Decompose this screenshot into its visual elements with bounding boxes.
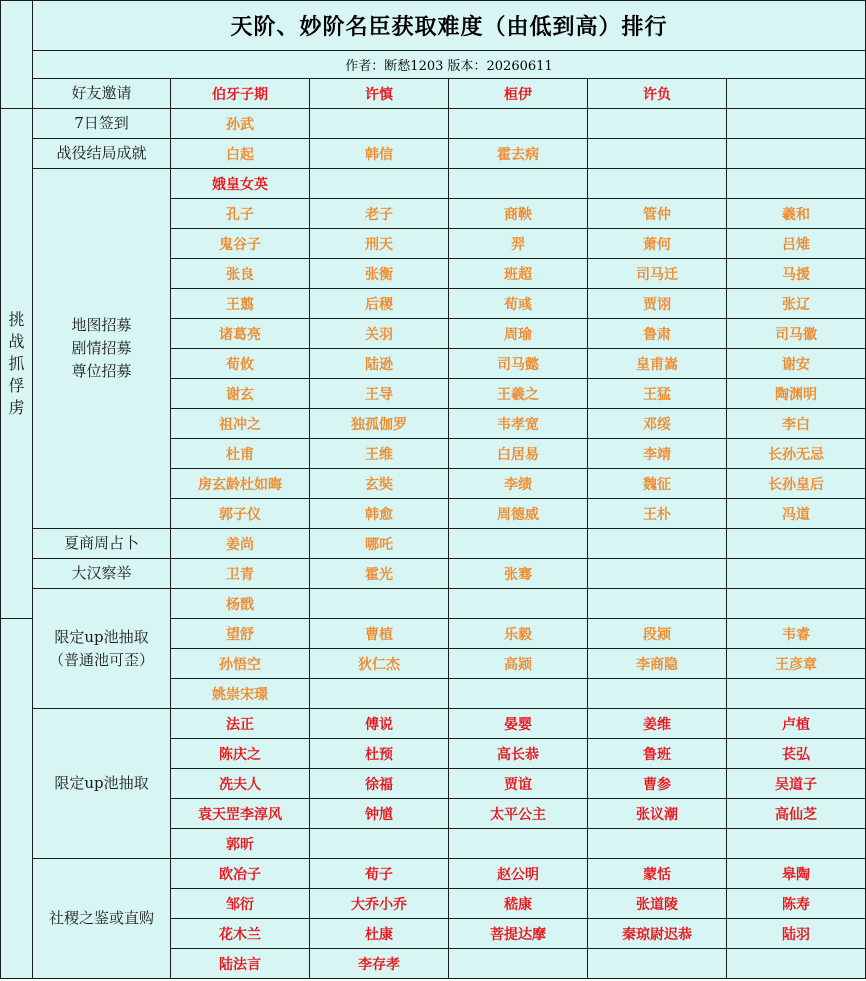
side-blank xyxy=(1,619,33,979)
name-cell: 羿 xyxy=(449,229,588,259)
name-cell: 孙悟空 xyxy=(171,649,310,679)
name-cell: 李绩 xyxy=(449,469,588,499)
name-cell: 霍光 xyxy=(310,559,449,589)
name-cell: 嵇康 xyxy=(449,889,588,919)
name-cell: 袁天罡李淳风 xyxy=(171,799,310,829)
empty-cell xyxy=(588,139,727,169)
name-cell: 孔子 xyxy=(171,199,310,229)
name-cell: 高长恭 xyxy=(449,739,588,769)
side-label-text xyxy=(8,309,24,419)
category-cell: 夏商周占卜 xyxy=(33,529,171,559)
name-cell: 孙武 xyxy=(171,109,310,139)
name-cell: 段颎 xyxy=(588,619,727,649)
empty-cell xyxy=(727,109,866,139)
name-cell: 鬼谷子 xyxy=(171,229,310,259)
category-cell: 社稷之鉴或直购 xyxy=(33,859,171,979)
empty-cell xyxy=(449,949,588,979)
empty-cell xyxy=(588,679,727,709)
name-cell: 王朴 xyxy=(588,499,727,529)
category-cell xyxy=(33,169,171,529)
table-row xyxy=(1,79,866,109)
name-cell: 贾诩 xyxy=(588,289,727,319)
name-cell: 狄仁杰 xyxy=(310,649,449,679)
name-cell: 后稷 xyxy=(310,289,449,319)
empty-cell xyxy=(588,589,727,619)
name-cell: 傅说 xyxy=(310,709,449,739)
empty-cell xyxy=(588,109,727,139)
table-row xyxy=(1,109,866,139)
name-cell: 张道陵 xyxy=(588,889,727,919)
name-cell: 萧何 xyxy=(588,229,727,259)
name-cell: 关羽 xyxy=(310,319,449,349)
category-cell: 7日签到 xyxy=(33,109,171,139)
name-cell: 秦琼尉迟恭 xyxy=(588,919,727,949)
name-cell: 张衡 xyxy=(310,259,449,289)
name-cell: 卢植 xyxy=(727,709,866,739)
name-cell: 荀攸 xyxy=(171,349,310,379)
name-cell: 钟馗 xyxy=(310,799,449,829)
name-cell: 独孤伽罗 xyxy=(310,409,449,439)
name-cell: 吕雉 xyxy=(727,229,866,259)
name-cell: 张议潮 xyxy=(588,799,727,829)
page-title: 天阶、妙阶名臣获取难度（由低到高）排行 xyxy=(33,1,866,51)
name-cell: 长孙无忌 xyxy=(727,439,866,469)
name-cell: 陈庆之 xyxy=(171,739,310,769)
name-cell: 周瑜 xyxy=(449,319,588,349)
name-cell: 韩信 xyxy=(310,139,449,169)
name-cell: 法正 xyxy=(171,709,310,739)
side-label-char: 抓 xyxy=(8,353,25,373)
empty-cell xyxy=(449,589,588,619)
name-cell: 姜尚 xyxy=(171,529,310,559)
empty-cell xyxy=(449,529,588,559)
name-cell: 邹衍 xyxy=(171,889,310,919)
name-cell: 魏征 xyxy=(588,469,727,499)
side-label-char: 战 xyxy=(8,331,25,351)
name-cell: 苌弘 xyxy=(727,739,866,769)
name-cell: 羲和 xyxy=(727,199,866,229)
name-cell: 伯牙子期 xyxy=(171,79,310,109)
name-cell: 王猛 xyxy=(588,379,727,409)
name-cell: 陆法言 xyxy=(171,949,310,979)
empty-cell xyxy=(310,829,449,859)
empty-cell xyxy=(727,529,866,559)
name-cell: 鲁肃 xyxy=(588,319,727,349)
name-cell: 荀彧 xyxy=(449,289,588,319)
empty-cell xyxy=(727,589,866,619)
name-cell: 白居易 xyxy=(449,439,588,469)
empty-cell xyxy=(449,679,588,709)
name-cell: 管仲 xyxy=(588,199,727,229)
name-cell: 娥皇女英 xyxy=(171,169,310,199)
author-version: 作者：断愁1203 版本：20260611 xyxy=(33,51,866,79)
name-cell: 马援 xyxy=(727,259,866,289)
name-cell: 长孙皇后 xyxy=(727,469,866,499)
category-cell: 限定up池抽取 xyxy=(33,709,171,859)
name-cell: 韩愈 xyxy=(310,499,449,529)
name-cell: 曹参 xyxy=(588,769,727,799)
name-cell: 王维 xyxy=(310,439,449,469)
table-row xyxy=(1,529,866,559)
empty-cell xyxy=(588,559,727,589)
name-cell: 谢玄 xyxy=(171,379,310,409)
table-row xyxy=(1,559,866,589)
name-cell: 杜康 xyxy=(310,919,449,949)
name-cell: 李存孝 xyxy=(310,949,449,979)
table-row xyxy=(1,709,866,739)
side-label-char: 俘 xyxy=(8,375,25,395)
empty-cell xyxy=(727,559,866,589)
name-cell: 曹植 xyxy=(310,619,449,649)
name-cell: 鲁班 xyxy=(588,739,727,769)
name-cell: 王翦 xyxy=(171,289,310,319)
name-cell: 欧冶子 xyxy=(171,859,310,889)
name-cell: 郭昕 xyxy=(171,829,310,859)
name-cell: 太平公主 xyxy=(449,799,588,829)
empty-cell xyxy=(310,589,449,619)
corner-cell xyxy=(1,1,33,109)
empty-cell xyxy=(588,829,727,859)
empty-cell xyxy=(310,679,449,709)
name-cell: 霍去病 xyxy=(449,139,588,169)
name-cell: 刑天 xyxy=(310,229,449,259)
name-cell: 菩提达摩 xyxy=(449,919,588,949)
empty-cell xyxy=(588,169,727,199)
empty-cell xyxy=(727,169,866,199)
table-row xyxy=(1,589,866,619)
name-cell: 玄奘 xyxy=(310,469,449,499)
table-row xyxy=(1,139,866,169)
name-cell: 老子 xyxy=(310,199,449,229)
side-label-char: 虏 xyxy=(8,397,25,417)
name-cell: 卫青 xyxy=(171,559,310,589)
name-cell: 李白 xyxy=(727,409,866,439)
category-label: 限定up池抽取 （普通池可歪） xyxy=(48,627,154,669)
name-cell: 冼夫人 xyxy=(171,769,310,799)
name-cell: 姜维 xyxy=(588,709,727,739)
name-cell: 大乔小乔 xyxy=(310,889,449,919)
name-cell: 白起 xyxy=(171,139,310,169)
name-cell: 司马徽 xyxy=(727,319,866,349)
name-cell: 皇甫嵩 xyxy=(588,349,727,379)
name-cell: 桓伊 xyxy=(449,79,588,109)
empty-cell xyxy=(727,79,866,109)
name-cell: 荀子 xyxy=(310,859,449,889)
empty-cell xyxy=(310,109,449,139)
name-cell: 司马迁 xyxy=(588,259,727,289)
name-cell: 晏婴 xyxy=(449,709,588,739)
empty-cell xyxy=(449,109,588,139)
name-cell: 高仙芝 xyxy=(727,799,866,829)
name-cell: 乐毅 xyxy=(449,619,588,649)
name-cell: 陆逊 xyxy=(310,349,449,379)
name-cell: 邓绥 xyxy=(588,409,727,439)
empty-cell xyxy=(727,829,866,859)
empty-cell xyxy=(588,949,727,979)
name-cell: 许负 xyxy=(588,79,727,109)
category-cell: 好友邀请 xyxy=(33,79,171,109)
name-cell: 商鞅 xyxy=(449,199,588,229)
name-cell: 杜甫 xyxy=(171,439,310,469)
name-cell: 张辽 xyxy=(727,289,866,319)
empty-cell xyxy=(310,169,449,199)
name-cell: 王彦章 xyxy=(727,649,866,679)
name-cell: 谢安 xyxy=(727,349,866,379)
table-row xyxy=(1,859,866,889)
empty-cell xyxy=(588,529,727,559)
name-cell: 司马懿 xyxy=(449,349,588,379)
name-cell: 徐福 xyxy=(310,769,449,799)
name-cell: 陶渊明 xyxy=(727,379,866,409)
name-cell: 蒙恬 xyxy=(588,859,727,889)
name-cell: 高颎 xyxy=(449,649,588,679)
empty-cell xyxy=(449,169,588,199)
name-cell: 望舒 xyxy=(171,619,310,649)
category-label: 地图招募 剧情招募 尊位招募 xyxy=(71,316,132,380)
side-label xyxy=(1,109,33,619)
name-cell: 贾谊 xyxy=(449,769,588,799)
empty-cell xyxy=(727,679,866,709)
name-cell: 李靖 xyxy=(588,439,727,469)
name-cell: 皋陶 xyxy=(727,859,866,889)
name-cell: 杜预 xyxy=(310,739,449,769)
name-cell: 许慎 xyxy=(310,79,449,109)
table-row xyxy=(1,169,866,199)
name-cell: 姚崇宋璟 xyxy=(171,679,310,709)
name-cell: 吴道子 xyxy=(727,769,866,799)
name-cell: 周德威 xyxy=(449,499,588,529)
category-cell: 大汉察举 xyxy=(33,559,171,589)
name-cell: 杨戬 xyxy=(171,589,310,619)
name-cell: 哪吒 xyxy=(310,529,449,559)
name-cell: 李商隐 xyxy=(588,649,727,679)
name-cell: 房玄龄杜如晦 xyxy=(171,469,310,499)
name-cell: 郭子仪 xyxy=(171,499,310,529)
title-row xyxy=(1,1,866,51)
name-cell: 王导 xyxy=(310,379,449,409)
name-cell: 陈寿 xyxy=(727,889,866,919)
name-cell: 张骞 xyxy=(449,559,588,589)
category-cell xyxy=(33,589,171,709)
empty-cell xyxy=(727,139,866,169)
name-cell: 赵公明 xyxy=(449,859,588,889)
empty-cell xyxy=(727,949,866,979)
name-cell: 诸葛亮 xyxy=(171,319,310,349)
empty-cell xyxy=(449,829,588,859)
name-cell: 祖冲之 xyxy=(171,409,310,439)
meta-row xyxy=(1,51,866,79)
name-cell: 张良 xyxy=(171,259,310,289)
name-cell: 班超 xyxy=(449,259,588,289)
category-cell: 战役结局成就 xyxy=(33,139,171,169)
name-cell: 花木兰 xyxy=(171,919,310,949)
name-cell: 陆羽 xyxy=(727,919,866,949)
name-cell: 韦睿 xyxy=(727,619,866,649)
side-label-char: 挑 xyxy=(8,309,25,329)
name-cell: 冯道 xyxy=(727,499,866,529)
name-cell: 韦孝宽 xyxy=(449,409,588,439)
name-cell: 王羲之 xyxy=(449,379,588,409)
